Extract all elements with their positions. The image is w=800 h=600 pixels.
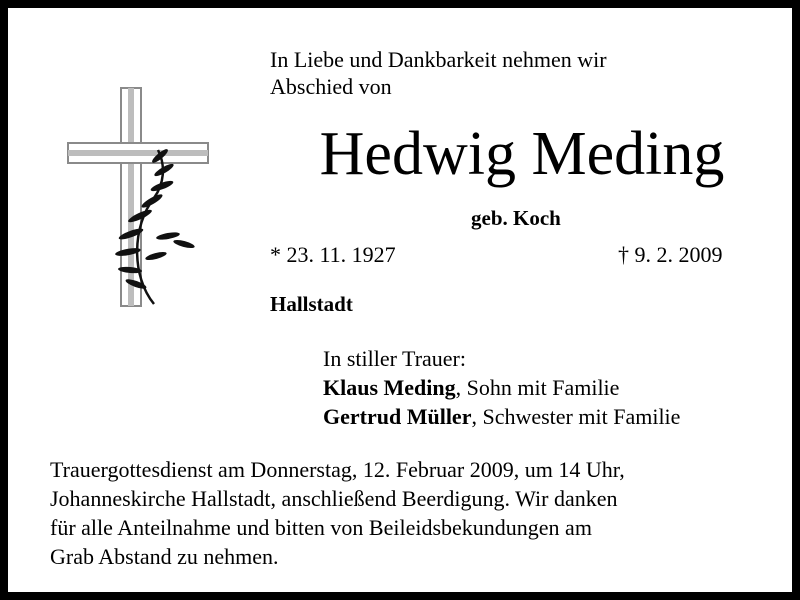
place-name: Hallstadt (270, 292, 353, 316)
mourners-block (323, 344, 680, 431)
intro-text (270, 46, 607, 100)
deceased-name: Hedwig Meding (319, 120, 725, 188)
mourning-heading: In stiller Trauer: (323, 346, 466, 371)
intro-line-1: In Liebe und Dankbarkeit nehmen wir (270, 47, 607, 72)
mourner-name: Klaus Meding (323, 375, 456, 400)
maiden-name: geb. Koch (471, 206, 561, 230)
cross-with-palm-branch-icon (36, 76, 236, 326)
birth-date: * 23. 11. 1927 (270, 242, 396, 267)
service-text (50, 455, 780, 571)
mourner-name: Gertrud Müller (323, 404, 472, 429)
mourner-relation: , Sohn mit Familie (455, 375, 620, 400)
intro-line-2: Abschied von (270, 74, 392, 99)
service-line-4: Grab Abstand zu nehmen. (50, 544, 279, 569)
service-line-2: Johanneskirche Hallstadt, anschließend Beerdigung. Wir danken (50, 486, 618, 511)
mourner-line (323, 373, 680, 402)
service-line-3: für alle Anteilnahme und bitten von Beileidsbekundungen am (50, 515, 592, 540)
death-date: † 9. 2. 2009 (618, 242, 723, 267)
mourner-relation: , Schwester mit Familie (471, 404, 681, 429)
service-line-1: Trauergottesdienst am Donnerstag, 12. Februar 2009, um 14 Uhr, (50, 457, 625, 482)
mourner-line (323, 402, 680, 431)
